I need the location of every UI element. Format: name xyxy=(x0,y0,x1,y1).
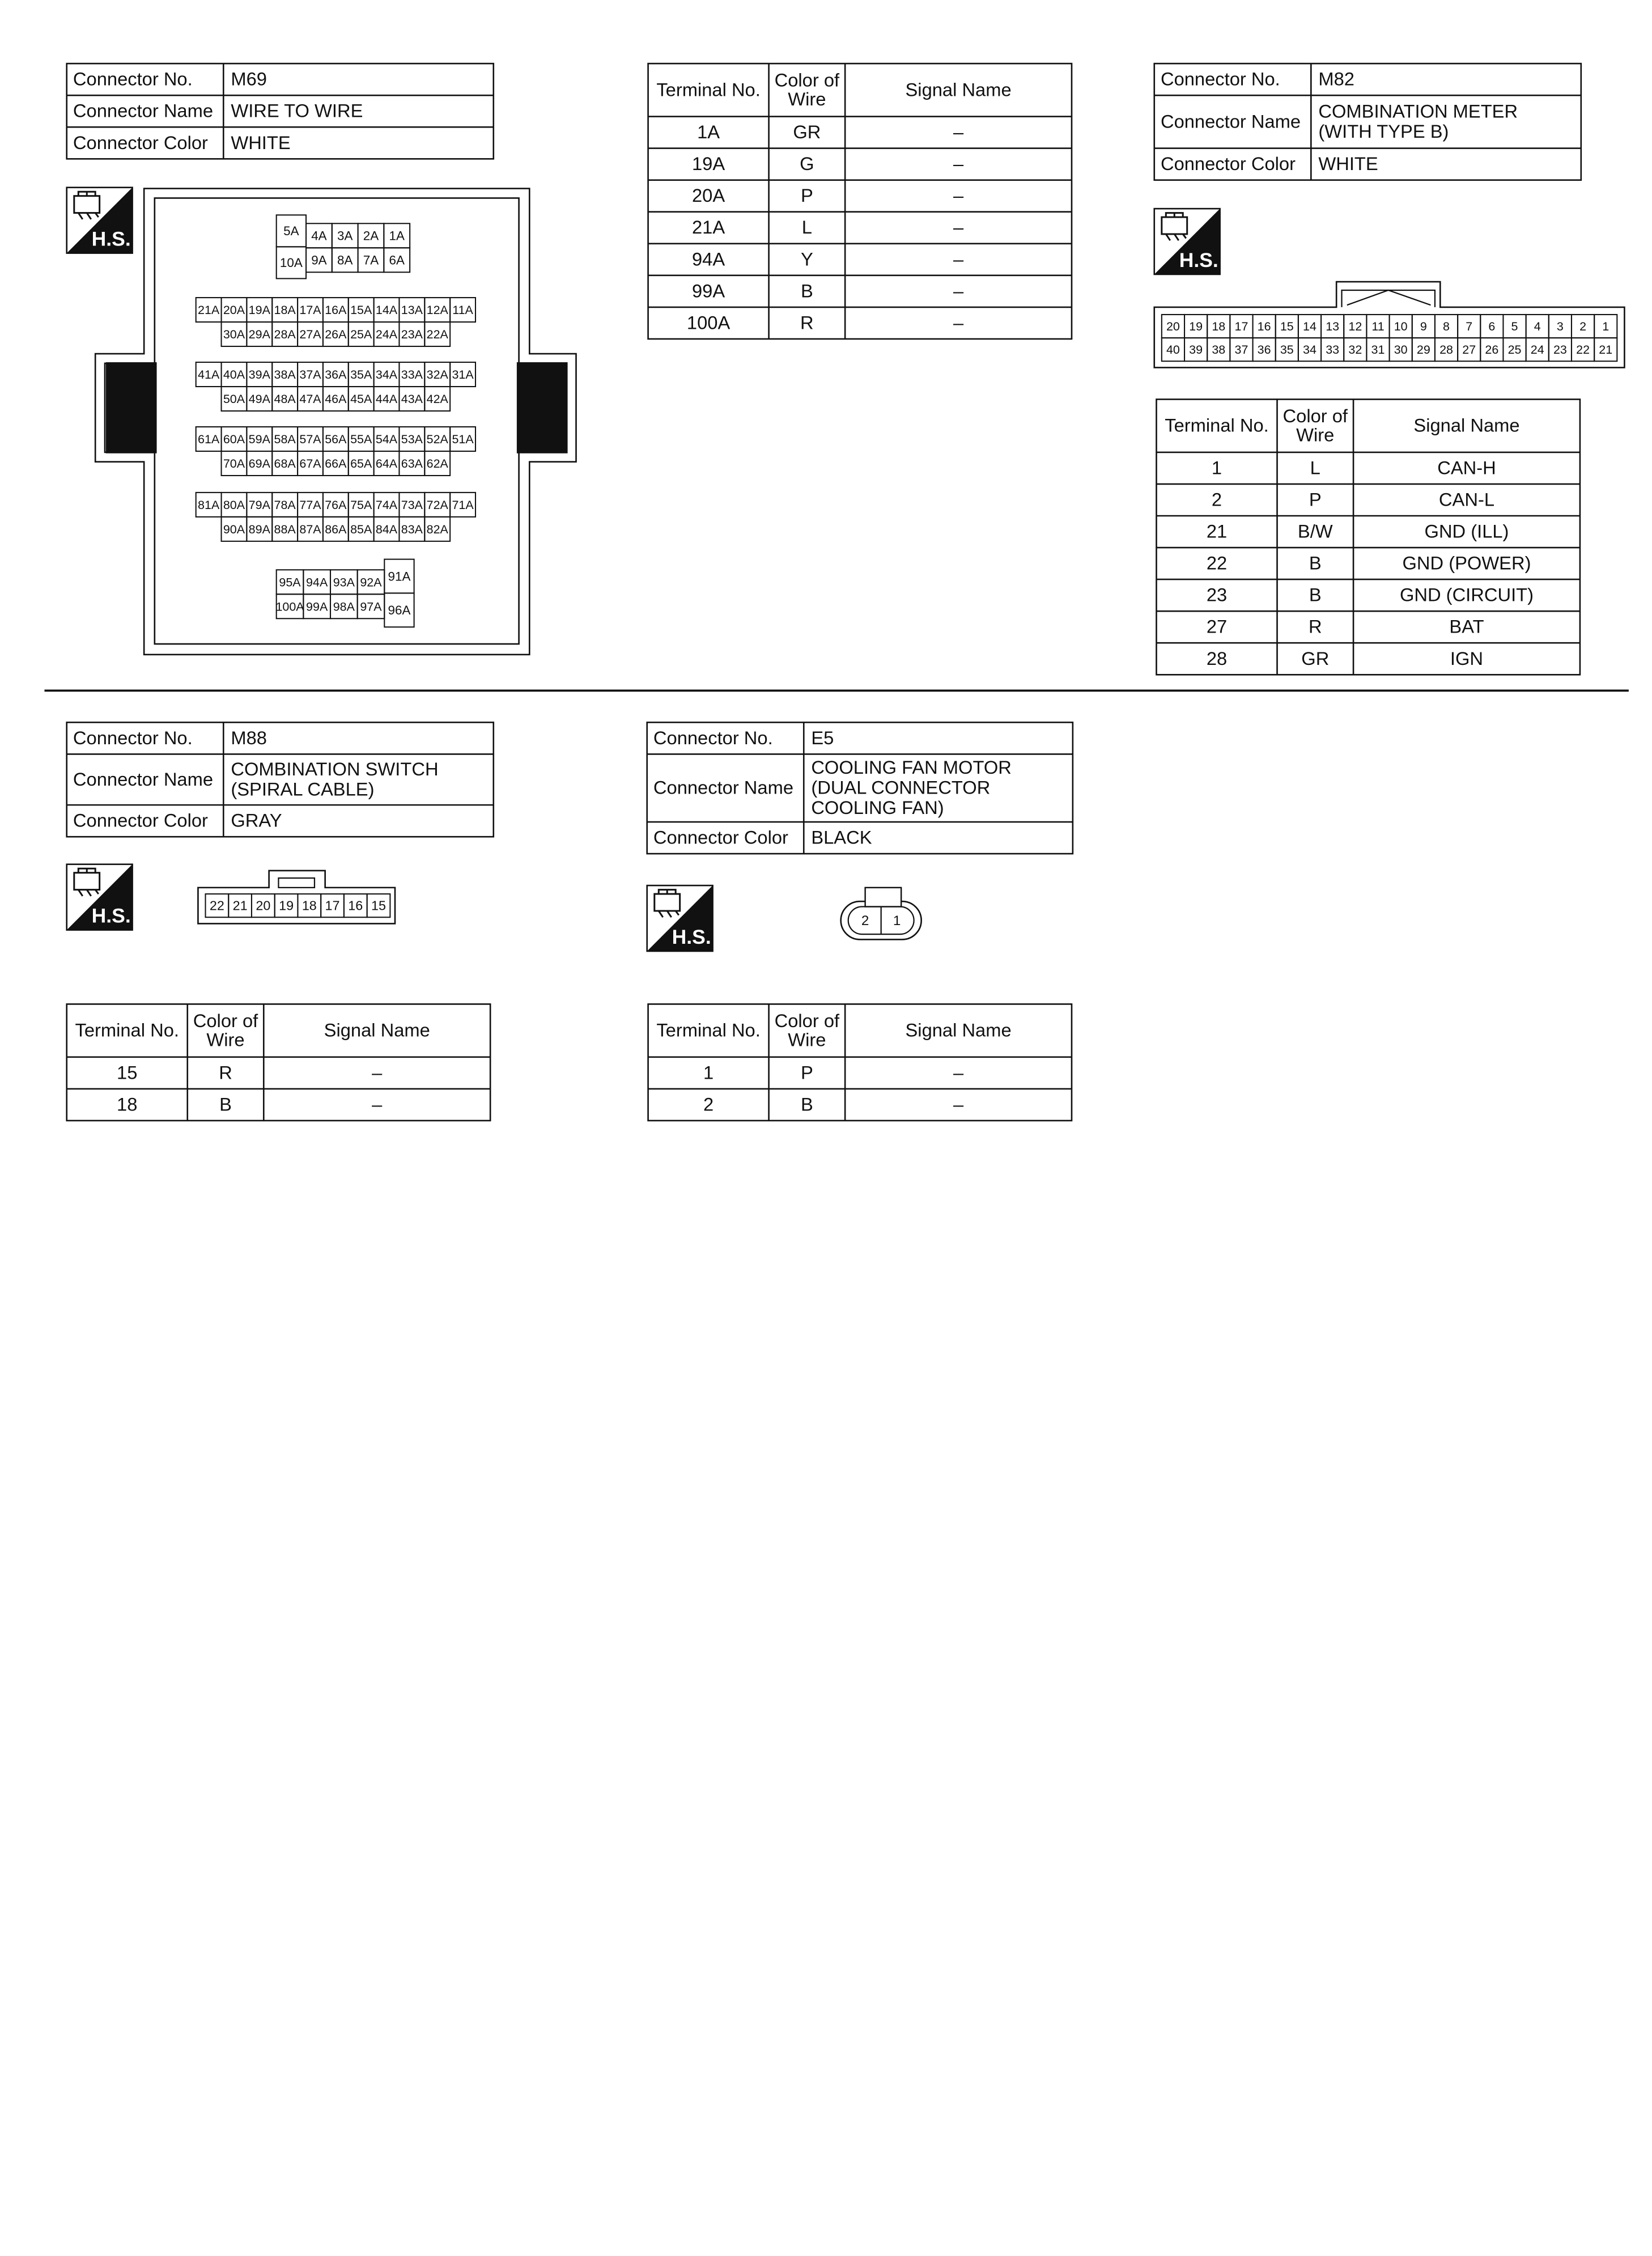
pin-label: 32 xyxy=(1348,343,1362,357)
pin-label: 51A xyxy=(452,432,474,447)
wire-color: GR xyxy=(1301,647,1330,669)
connector-icon-body xyxy=(655,894,680,911)
signal-name: – xyxy=(953,121,964,143)
signal-name: – xyxy=(953,312,964,333)
pin-label: 15A xyxy=(350,303,372,317)
pin-label: 1 xyxy=(893,913,901,929)
pin-label: 18A xyxy=(274,303,296,317)
pin-label: 35A xyxy=(350,368,372,382)
connector-name: (DUAL CONNECTOR xyxy=(811,777,991,798)
pin-label: 5 xyxy=(1511,320,1518,334)
column-header: Signal Name xyxy=(905,1019,1012,1041)
pin-label: 5A xyxy=(283,224,299,239)
pin-label: 25 xyxy=(1507,343,1522,357)
pin-label: 16A xyxy=(325,303,347,317)
pin-label: 93A xyxy=(333,575,355,590)
pin-label: 53A xyxy=(401,432,423,447)
column-header: Wire xyxy=(788,88,826,110)
pin-label: 4A xyxy=(311,228,327,243)
pin-label: 20 xyxy=(256,898,271,913)
pin-label: 87A xyxy=(299,522,321,536)
pin-label: 63A xyxy=(401,457,423,471)
column-header: Color of xyxy=(1282,405,1348,426)
connector-name: COOLING FAN) xyxy=(811,797,944,819)
connector-m69-terminal-table xyxy=(648,63,1072,339)
pin-label: 23 xyxy=(1553,343,1567,357)
wire-color: B xyxy=(1309,584,1322,605)
wire-color: Y xyxy=(800,248,813,270)
info-label: Connector No. xyxy=(1160,68,1280,90)
wire-color: G xyxy=(800,153,814,175)
wire-color: P xyxy=(1309,489,1322,510)
pin-label: 28A xyxy=(274,328,296,342)
pin-label: 29 xyxy=(1416,343,1430,357)
signal-name: – xyxy=(372,1093,383,1115)
column-header: Wire xyxy=(788,1029,826,1050)
pin-label: 11A xyxy=(452,303,473,317)
connector-color: GRAY xyxy=(231,809,282,831)
pin-label: 4 xyxy=(1534,320,1541,334)
terminal-number: 100A xyxy=(686,312,731,333)
pin-label: 21A xyxy=(198,303,220,317)
column-header: Terminal No. xyxy=(656,1019,761,1041)
pin-label: 33A xyxy=(401,368,423,382)
pin-label: 97A xyxy=(360,600,382,614)
wire-color: R xyxy=(219,1062,232,1083)
wire-color: B xyxy=(1309,552,1322,574)
latch-right xyxy=(517,362,568,453)
hs-label: H.S. xyxy=(672,925,711,948)
pin-label: 58A xyxy=(274,432,296,447)
column-header: Terminal No. xyxy=(75,1019,179,1041)
signal-name: CAN-H xyxy=(1437,457,1496,478)
info-label: Connector Color xyxy=(73,809,208,831)
column-header: Signal Name xyxy=(324,1019,430,1041)
pin-label: 44A xyxy=(375,392,398,406)
hs-label: H.S. xyxy=(91,227,131,251)
pin-label: 41A xyxy=(198,368,220,382)
latch xyxy=(865,888,902,907)
pin-label: 54A xyxy=(375,432,398,447)
pin-label: 98A xyxy=(333,600,355,614)
signal-name: CAN-L xyxy=(1438,489,1495,510)
terminal-number: 94A xyxy=(692,248,725,270)
wire-color: R xyxy=(800,312,814,333)
connector-number: M82 xyxy=(1318,68,1354,90)
info-label: Connector Color xyxy=(73,132,208,153)
connector-e5-face xyxy=(841,888,921,940)
latch-outline xyxy=(1342,290,1435,307)
column-header: Wire xyxy=(206,1029,245,1050)
wire-color: P xyxy=(800,1062,813,1083)
info-label: Connector Color xyxy=(653,826,788,848)
column-header: Signal Name xyxy=(905,79,1012,100)
terminal-number: 18 xyxy=(117,1093,138,1115)
pin-label: 100A xyxy=(275,600,304,614)
pin-label: 15 xyxy=(1280,320,1294,334)
hs-harness-side-icon xyxy=(67,864,133,930)
pin-label: 67A xyxy=(299,457,321,471)
pin-label: 40 xyxy=(1166,343,1180,357)
signal-name: – xyxy=(953,1062,964,1083)
latch-left xyxy=(106,362,157,453)
pin-label: 70A xyxy=(223,457,245,471)
pin-label: 40A xyxy=(223,368,245,382)
pin-label: 2 xyxy=(861,913,869,929)
wire-color: P xyxy=(800,185,813,206)
wire-color: B xyxy=(219,1093,232,1115)
pin-label: 34A xyxy=(375,368,398,382)
info-label: Connector No. xyxy=(653,727,773,748)
pin-label: 20A xyxy=(223,303,245,317)
pin-label: 77A xyxy=(299,498,321,512)
pin-label: 99A xyxy=(306,600,328,614)
signal-name: – xyxy=(953,248,964,270)
pin-label: 10A xyxy=(279,256,303,270)
connector-m88-info-table xyxy=(67,722,494,837)
signal-name: IGN xyxy=(1450,647,1484,669)
pin-label: 6A xyxy=(389,253,405,268)
pin-label: 62A xyxy=(426,457,448,471)
pin-label: 17 xyxy=(325,898,340,913)
terminal-number: 27 xyxy=(1206,616,1228,637)
pin-label: 25A xyxy=(350,328,372,342)
connector-icon-body xyxy=(74,873,100,890)
connector-name: (WITH TYPE B) xyxy=(1318,121,1449,142)
hs-harness-side-icon xyxy=(67,188,133,253)
pin-label: 73A xyxy=(401,498,423,512)
pin-label: 11 xyxy=(1371,320,1385,334)
pin-label: 21 xyxy=(232,898,248,913)
pin-label: 28 xyxy=(1439,343,1453,357)
pin-label: 10 xyxy=(1394,320,1408,334)
terminal-number: 1 xyxy=(703,1062,714,1083)
pin-label: 78A xyxy=(274,498,296,512)
pin-label: 71A xyxy=(452,498,474,512)
terminal-number: 1A xyxy=(697,121,720,143)
pin-label: 7A xyxy=(363,253,379,268)
info-label: Connector Name xyxy=(1160,111,1301,132)
pin-label: 36A xyxy=(325,368,347,382)
pin-label: 22A xyxy=(426,328,448,342)
pin-label: 19 xyxy=(1189,320,1203,334)
connector-icon-body xyxy=(1162,217,1187,234)
terminal-number: 20A xyxy=(692,185,725,206)
pin-label: 15 xyxy=(371,898,387,913)
pin-label: 56A xyxy=(325,432,347,447)
pin-label: 92A xyxy=(360,575,382,590)
pin-label: 8A xyxy=(337,253,353,268)
pin-label: 2 xyxy=(1579,320,1587,334)
pin-label: 16 xyxy=(348,898,363,913)
info-label: Connector Color xyxy=(1160,153,1296,175)
pin-label: 31 xyxy=(1371,343,1385,357)
pin-label: 33 xyxy=(1326,343,1340,357)
wire-color: GR xyxy=(793,121,821,143)
pin-label: 72A xyxy=(426,498,448,512)
pin-label: 81A xyxy=(198,498,220,512)
pin-label: 89A xyxy=(248,522,270,536)
pin-label: 2A xyxy=(363,228,379,243)
latch-ramp xyxy=(1347,290,1431,305)
pin-label: 36 xyxy=(1257,343,1271,357)
pin-label: 13A xyxy=(401,303,423,317)
pin-label: 7 xyxy=(1466,320,1473,334)
pin-label: 24A xyxy=(375,328,398,342)
connector-color: WHITE xyxy=(231,132,291,153)
pin-label: 23A xyxy=(401,328,423,342)
pin-label: 82A xyxy=(426,522,448,536)
wire-color: R xyxy=(1308,616,1322,637)
pin-label: 38A xyxy=(274,368,296,382)
pin-label: 19A xyxy=(248,303,270,317)
pin-label: 20 xyxy=(1166,320,1180,334)
terminal-number: 19A xyxy=(692,153,725,175)
column-header: Color of xyxy=(193,1010,258,1031)
pin-label: 31A xyxy=(452,368,474,382)
column-header: Terminal No. xyxy=(656,79,761,100)
pin-label: 34 xyxy=(1303,343,1316,357)
terminal-number: 15 xyxy=(117,1062,138,1083)
pin-label: 35 xyxy=(1280,343,1294,357)
connector-name: (SPIRAL CABLE) xyxy=(231,778,375,800)
connector-icon xyxy=(74,192,100,219)
signal-name: – xyxy=(953,153,964,175)
pin-label: 74A xyxy=(375,498,398,512)
connector-icon xyxy=(655,890,680,918)
pin-label: 75A xyxy=(350,498,372,512)
pin-label: 94A xyxy=(306,575,328,590)
connector-name: COMBINATION SWITCH xyxy=(231,758,439,780)
terminal-number: 99A xyxy=(692,280,725,302)
pin-label: 42A xyxy=(426,392,448,406)
pin-label: 17A xyxy=(299,303,321,317)
pin-label: 38 xyxy=(1212,343,1226,357)
pin-label: 12A xyxy=(426,303,448,317)
pin-label: 29A xyxy=(248,328,270,342)
connector-m82-terminal-table xyxy=(1157,399,1580,675)
pin-label: 88A xyxy=(274,522,296,536)
pin-label: 46A xyxy=(325,392,347,406)
pin-label: 91A xyxy=(388,569,411,584)
pin-label: 27A xyxy=(299,328,321,342)
connector-icon xyxy=(1162,213,1187,241)
column-header: Color of xyxy=(774,69,840,91)
connector-color: BLACK xyxy=(811,826,872,848)
signal-name: – xyxy=(372,1062,383,1083)
pin-label: 37A xyxy=(299,368,321,382)
pin-label: 8 xyxy=(1443,320,1450,334)
pin-label: 64A xyxy=(375,457,398,471)
pin-label: 66A xyxy=(325,457,347,471)
connector-number: M88 xyxy=(231,727,267,748)
pin-label: 79A xyxy=(248,498,270,512)
hs-harness-side-icon xyxy=(647,885,713,951)
info-label: Connector Name xyxy=(73,100,214,121)
pin-label: 26 xyxy=(1485,343,1499,357)
pin-label: 21 xyxy=(1599,343,1613,357)
pin-label: 24 xyxy=(1530,343,1544,357)
pin-label: 3 xyxy=(1556,320,1564,334)
connector-name: COMBINATION METER xyxy=(1318,100,1518,122)
pin-label: 12 xyxy=(1348,320,1362,334)
pin-label: 9A xyxy=(311,253,327,268)
connector-e5-terminal-table xyxy=(648,1004,1072,1121)
connector-m88-terminal-table xyxy=(67,1004,490,1121)
pin-label: 47A xyxy=(299,392,321,406)
signal-name: GND (ILL) xyxy=(1424,520,1509,542)
wire-color: B xyxy=(800,1093,813,1115)
wire-color: L xyxy=(801,217,812,238)
pin-label: 17 xyxy=(1234,320,1248,334)
terminal-number: 21A xyxy=(692,217,725,238)
signal-name: BAT xyxy=(1449,616,1484,637)
connector-icon xyxy=(74,868,100,896)
pin-label: 18 xyxy=(1212,320,1226,334)
signal-name: – xyxy=(953,185,964,206)
column-header: Color of xyxy=(774,1010,840,1031)
pin-label: 57A xyxy=(299,432,321,447)
latch xyxy=(278,878,315,888)
signal-name: GND (CIRCUIT) xyxy=(1399,584,1534,605)
info-label: Connector No. xyxy=(73,727,193,748)
signal-name: – xyxy=(953,1093,964,1115)
pin-label: 6 xyxy=(1488,320,1496,334)
pin-label: 14A xyxy=(375,303,398,317)
pin-label: 1A xyxy=(389,228,405,243)
pin-label: 69A xyxy=(248,457,270,471)
connector-m69-info-table xyxy=(67,63,494,159)
pin-label: 27 xyxy=(1462,343,1476,357)
pin-label: 59A xyxy=(248,432,270,447)
column-header: Wire xyxy=(1296,424,1335,446)
pin-label: 84A xyxy=(375,522,398,536)
pin-label: 22 xyxy=(209,898,224,913)
info-label: Connector No. xyxy=(73,68,193,90)
column-header: Terminal No. xyxy=(1165,414,1269,436)
connector-m82-face xyxy=(1154,282,1625,367)
hs-label: H.S. xyxy=(91,904,131,927)
hs-label: H.S. xyxy=(1179,248,1218,272)
pin-label: 50A xyxy=(223,392,245,406)
pin-label: 48A xyxy=(274,392,296,406)
pin-label: 39A xyxy=(248,368,270,382)
connector-name: WIRE TO WIRE xyxy=(231,100,363,121)
terminal-number: 23 xyxy=(1206,584,1228,605)
terminal-number: 22 xyxy=(1206,552,1228,574)
hs-harness-side-icon xyxy=(1154,209,1220,274)
pin-label: 90A xyxy=(223,522,245,536)
connector-e5-info-table xyxy=(647,722,1073,854)
pin-label: 68A xyxy=(274,457,296,471)
pin-label: 61A xyxy=(198,432,220,447)
signal-name: – xyxy=(953,280,964,302)
column-header: Signal Name xyxy=(1413,414,1520,436)
pin-label: 80A xyxy=(223,498,245,512)
pin-label: 18 xyxy=(301,898,317,913)
terminal-number: 2 xyxy=(703,1093,714,1115)
connector-m88-face xyxy=(198,871,395,923)
pin-label: 55A xyxy=(350,432,372,447)
connector-number: M69 xyxy=(231,68,267,90)
pin-label: 32A xyxy=(426,368,448,382)
pin-label: 9 xyxy=(1420,320,1427,334)
terminal-number: 28 xyxy=(1206,647,1228,669)
connector-color: WHITE xyxy=(1318,153,1378,175)
signal-name: GND (POWER) xyxy=(1402,552,1531,574)
wire-color: L xyxy=(1310,457,1320,478)
pin-label: 49A xyxy=(248,392,270,406)
pin-label: 95A xyxy=(279,575,301,590)
terminal-number: 21 xyxy=(1206,520,1228,542)
pin-label: 39 xyxy=(1189,343,1203,357)
wire-color: B/W xyxy=(1297,520,1333,542)
pin-label: 19 xyxy=(279,898,294,913)
connector-number: E5 xyxy=(811,727,834,748)
pin-label: 1 xyxy=(1602,320,1609,334)
connector-icon-body xyxy=(74,196,100,213)
wire-color: B xyxy=(800,280,813,302)
pin-label: 22 xyxy=(1576,343,1590,357)
pin-label: 13 xyxy=(1326,320,1340,334)
terminal-number: 1 xyxy=(1211,457,1222,478)
info-label: Connector Name xyxy=(73,768,214,790)
pin-label: 45A xyxy=(350,392,372,406)
pin-label: 85A xyxy=(350,522,372,536)
connector-m69-face xyxy=(95,189,576,655)
pin-label: 83A xyxy=(401,522,423,536)
pin-label: 3A xyxy=(337,228,353,243)
connector-name: COOLING FAN MOTOR xyxy=(811,757,1012,778)
signal-name: – xyxy=(953,217,964,238)
pin-label: 14 xyxy=(1303,320,1316,334)
pin-label: 30A xyxy=(223,328,245,342)
pin-label: 37 xyxy=(1234,343,1248,357)
pin-label: 52A xyxy=(426,432,448,447)
pin-label: 30 xyxy=(1394,343,1408,357)
pin-label: 60A xyxy=(223,432,245,447)
pin-label: 43A xyxy=(401,392,423,406)
pin-label: 26A xyxy=(325,328,347,342)
pin-label: 76A xyxy=(325,498,347,512)
terminal-number: 2 xyxy=(1211,489,1222,510)
pin-label: 96A xyxy=(388,603,411,618)
pin-label: 86A xyxy=(325,522,347,536)
connector-m82-info-table xyxy=(1154,63,1581,180)
pin-label: 16 xyxy=(1257,320,1271,334)
info-label: Connector Name xyxy=(653,777,794,798)
pin-label: 65A xyxy=(350,457,372,471)
